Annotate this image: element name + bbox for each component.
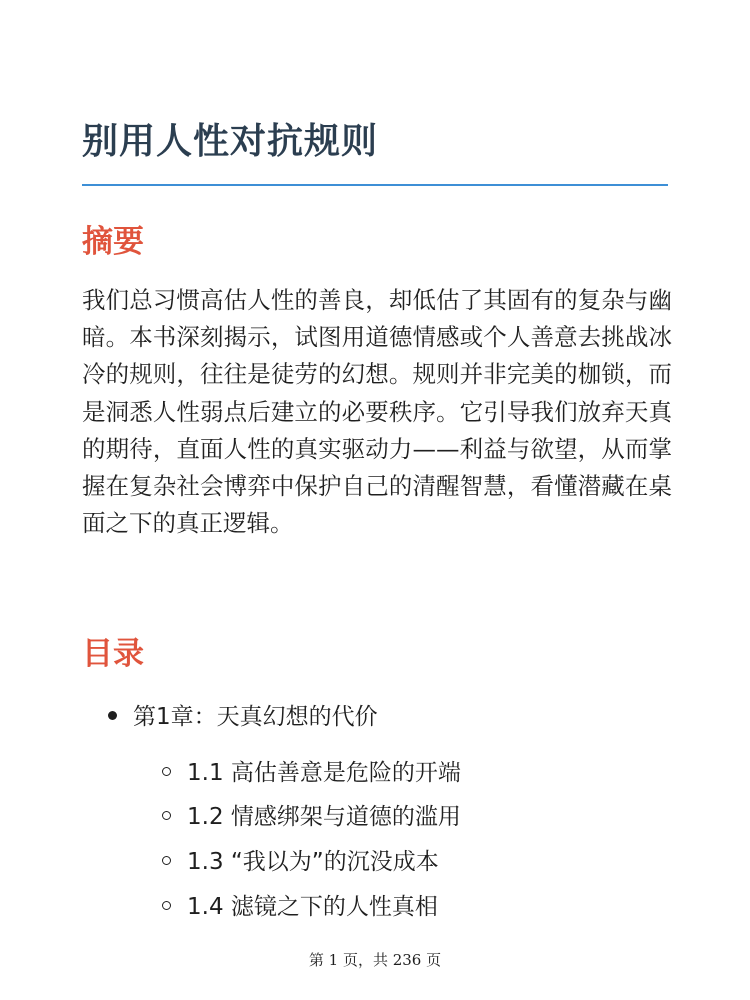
toc-heading: 目录 bbox=[82, 636, 144, 672]
toc-section-label: 1.1 高估善意是危险的开端 bbox=[187, 760, 461, 786]
abstract-heading: 摘要 bbox=[82, 224, 144, 260]
toc-section-1-4[interactable] bbox=[162, 890, 438, 924]
bullet-disc-icon bbox=[108, 711, 117, 720]
book-title: 别用人性对抗规则 bbox=[82, 121, 379, 162]
toc-section-1-1[interactable] bbox=[162, 756, 461, 790]
toc-section-label: 1.4 滤镜之下的人性真相 bbox=[187, 894, 438, 920]
bullet-circle-icon bbox=[162, 856, 171, 865]
page-indicator: 第 1 页，共 236 页 bbox=[308, 951, 442, 969]
toc-chapter-label: 第1章：天真幻想的代价 bbox=[133, 704, 378, 730]
toc-chapter-1[interactable] bbox=[108, 700, 378, 734]
toc-section-label: 1.3 “我以为”的沉没成本 bbox=[187, 849, 439, 875]
toc-section-1-2[interactable] bbox=[162, 800, 461, 834]
toc-section-1-3[interactable] bbox=[162, 845, 439, 879]
bullet-circle-icon bbox=[162, 767, 171, 776]
bullet-circle-icon bbox=[162, 901, 171, 910]
title-divider bbox=[82, 184, 668, 186]
toc-section-label: 1.2 情感绑架与道德的滥用 bbox=[187, 804, 461, 830]
bullet-circle-icon bbox=[162, 811, 171, 820]
abstract-text: 我们总习惯高估人性的善良，却低估了其固有的复杂与幽暗。本书深刻揭示，试图用道德情感或个人善意去挑战冰冷的规则，往往是徒劳的幻想。规则并非完美的枷锁，而是洞悉人性弱点后建立的必要秩序。它引导我们放弃天真的期待，直面人性的真实驱动力——利益与欲望，从而掌握在复杂社会博弈中保护自己的清醒智慧，看懂潜藏在桌面之下的真正逻辑。 bbox=[82, 286, 672, 538]
